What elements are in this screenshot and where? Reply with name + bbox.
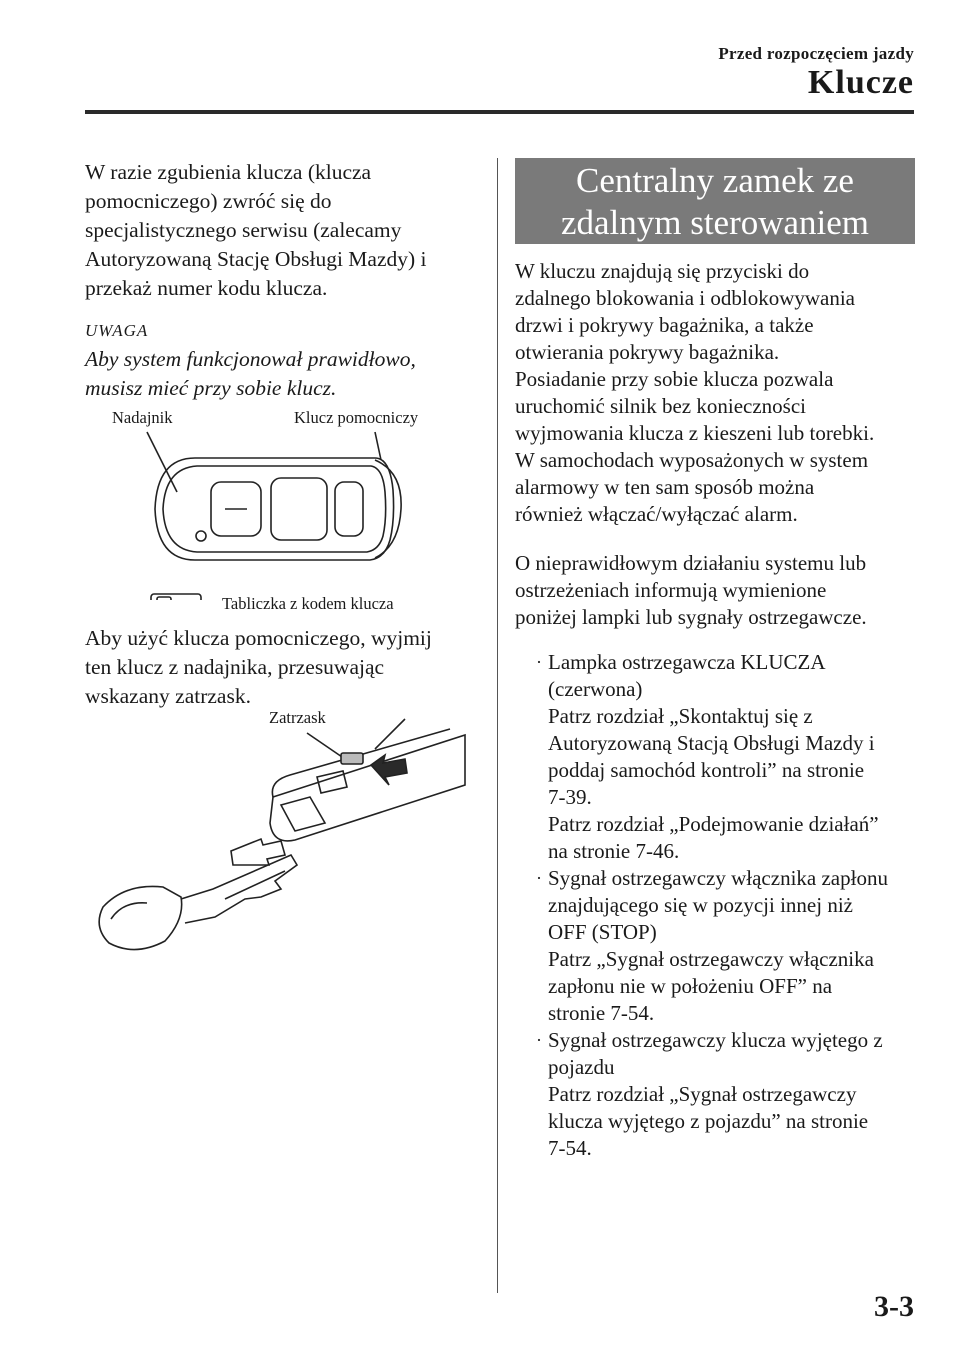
description-line: zdalnego blokowania i odblokowywania <box>515 286 855 310</box>
list-line: (czerwona) <box>548 677 643 701</box>
list-line: znajdującego się w pozycji innej niż <box>548 893 853 917</box>
intro-line: pomocniczego) zwróć się do <box>85 189 332 213</box>
list-line: Patrz rozdział „Sygnał ostrzegawczy <box>548 1082 857 1106</box>
description-line: również włączać/wyłączać alarm. <box>515 502 798 526</box>
note-label: UWAGA <box>85 321 149 340</box>
list-item <box>515 865 915 1027</box>
label-transmitter: Nadajnik <box>112 408 173 427</box>
latch-illustration <box>85 705 477 980</box>
description-paragraph <box>515 258 915 528</box>
intro-paragraph <box>85 158 477 303</box>
warning-list <box>515 649 915 1162</box>
bullet-dot: · <box>536 1030 542 1050</box>
list-line: 7-39. <box>548 785 592 809</box>
description-line: alarmowy w ten sam sposób można <box>515 475 815 499</box>
section-heading <box>515 158 915 244</box>
description-line: W kluczu znajdują się przyciski do <box>515 259 810 283</box>
list-line: 7-54. <box>548 1136 592 1160</box>
list-line: pojazdu <box>548 1055 615 1079</box>
list-line: poddaj samochód kontroli” na stronie <box>548 758 865 782</box>
aux-key-paragraph <box>85 624 477 711</box>
list-line: Patrz „Sygnał ostrzegawczy włącznika <box>548 947 874 971</box>
description-line: drzwi i pokrywy bagażnika, a także <box>515 313 814 337</box>
intro-line: W razie zgubienia klucza (klucza <box>85 160 372 184</box>
intro-line: specjalistycznego serwisu (zalecamy <box>85 218 402 242</box>
note-line: Aby system funkcjonował prawidłowo, <box>85 347 416 371</box>
list-line: Patrz rozdział „Skontaktuj się z <box>548 704 813 728</box>
list-line: Sygnał ostrzegawczy włącznika zapłonu <box>548 866 888 890</box>
right-column <box>515 158 915 1162</box>
intro-line: Autoryzowaną Stację Obsługi Mazdy) i <box>85 247 427 271</box>
list-line: OFF (STOP) <box>548 920 657 944</box>
list-line: klucza wyjętego z pojazdu” na stronie <box>548 1109 869 1133</box>
page-number: 3-3 <box>874 1290 914 1323</box>
left-column <box>85 158 477 403</box>
note-line: musisz mieć przy sobie klucz. <box>85 376 337 400</box>
list-line: Sygnał ostrzegawczy klucza wyjętego z <box>548 1028 883 1052</box>
list-line: Lampka ostrzegawcza KLUCZA <box>548 650 826 674</box>
warning-intro-line: O nieprawidłowym działaniu systemu lub <box>515 551 867 575</box>
aux-line: wskazany zatrzask. <box>85 684 251 708</box>
list-line: Autoryzowaną Stacją Obsługi Mazdy i <box>548 731 875 755</box>
list-item <box>515 1027 915 1162</box>
header-rule <box>85 110 914 114</box>
key-fob-illustration <box>85 420 477 600</box>
column-divider <box>497 158 498 1293</box>
label-aux-key: Klucz pomocniczy <box>294 408 419 427</box>
list-line: stronie 7-54. <box>548 1001 655 1025</box>
label-code-plate: Tabliczka z kodem klucza <box>222 594 394 613</box>
aux-line: ten klucz z nadajnika, przesuwając <box>85 655 385 679</box>
description-line: wyjmowania klucza z kieszeni lub torebki. <box>515 421 875 445</box>
description-line: uruchomić silnik bez konieczności <box>515 394 806 418</box>
section-heading-line: zdalnym sterowaniem <box>560 203 870 242</box>
description-line: W samochodach wyposażonych w system <box>515 448 869 472</box>
list-line: zapłonu nie w położeniu OFF” na <box>548 974 833 998</box>
header-section: Przed rozpoczęciem jazdy <box>718 44 914 63</box>
list-item <box>515 649 915 865</box>
list-line: Patrz rozdział „Podejmowanie działań” <box>548 812 879 836</box>
latch-figure <box>85 705 477 980</box>
section-heading-line: Centralny zamek ze <box>576 161 854 200</box>
description-line: Posiadanie przy sobie klucza pozwala <box>515 367 834 391</box>
warning-intro-paragraph <box>515 550 915 631</box>
key-fob-figure <box>85 400 477 620</box>
note-text <box>85 345 477 403</box>
label-latch: Zatrzask <box>269 708 326 727</box>
warning-intro-line: poniżej lampki lub sygnały ostrzegawcze. <box>515 605 867 629</box>
bullet-dot: · <box>536 652 542 672</box>
intro-line: przekaż numer kodu klucza. <box>85 276 328 300</box>
description-line: otwierania pokrywy bagażnika. <box>515 340 780 364</box>
warning-intro-line: ostrzeżeniach informują wymienione <box>515 578 827 602</box>
list-line: na stronie 7-46. <box>548 839 680 863</box>
page-title: Klucze <box>807 64 914 101</box>
aux-line: Aby użyć klucza pomocniczego, wyjmij <box>85 626 432 650</box>
bullet-dot: · <box>536 868 542 888</box>
